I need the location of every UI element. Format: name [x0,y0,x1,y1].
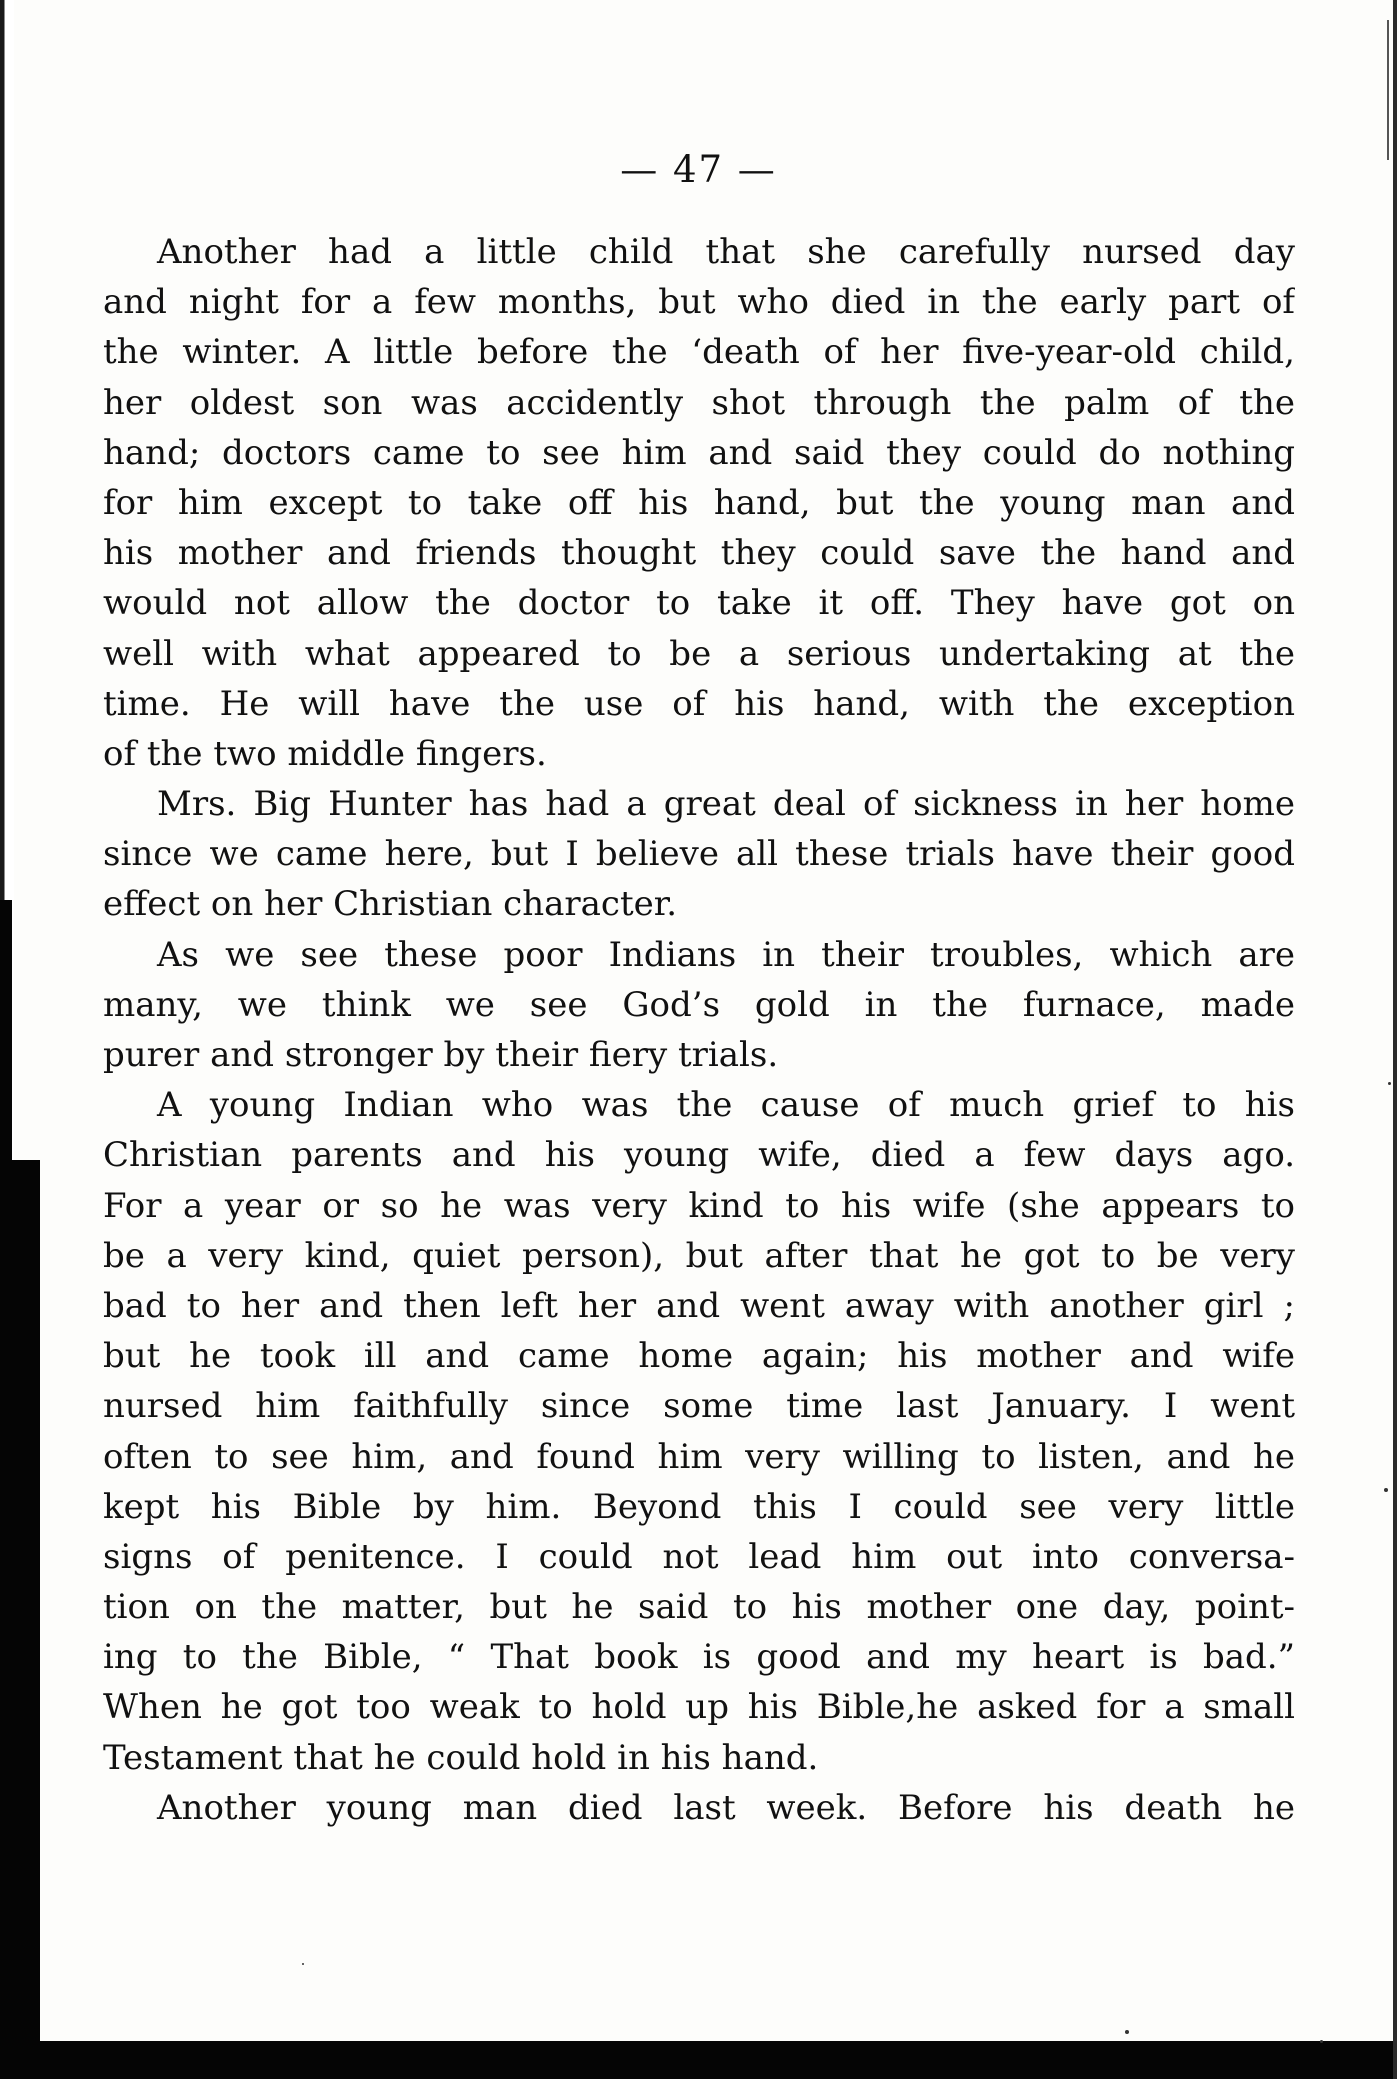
text-line: and night for a few months, but who died in the early part of [103,282,1295,323]
text-line: well with what appeared to be a serious undertaking at the [103,633,1295,674]
page-left-binding-shadow [0,1160,40,2079]
text-line: Christian parents and his young wife, died a few days ago. [103,1135,1295,1176]
text-line: As we see these poor Indians in their troubles, which are [157,934,1295,975]
text-line: Mrs. Big Hunter has had a great deal of sickness in her home [157,784,1295,825]
body-text [103,227,1295,1833]
text-line: but he took ill and came home again; his mother and wife [103,1336,1295,1377]
text-line: her oldest son was accidently shot through the palm of the [103,382,1295,423]
text-line: would not allow the doctor to take it off. They have got on [103,583,1295,624]
text-line: purer and stronger by their fiery trials. [103,1035,779,1075]
text-line: since we came here, but I believe all these trials have their good [103,834,1295,875]
page-number: — 47 — [620,148,777,191]
text-line: kept his Bible by him. Beyond this I could see very little [103,1486,1295,1527]
text-line: be a very kind, quiet person), but after that he got to be very [103,1235,1295,1276]
text-line: A young Indian who was the cause of much grief to his [157,1085,1295,1126]
text-line: ing to the Bible, “ That book is good and my heart is bad.” [103,1637,1295,1678]
page-left-shadow [0,900,12,1160]
text-line: effect on her Christian character. [103,884,678,925]
text-line: When he got too weak to hold up his Bible,he asked for a small [103,1687,1295,1728]
scan-speck [1388,1082,1391,1085]
text-line: signs of penitence. I could not lead him out into conversa- [103,1536,1295,1577]
text-line: Testament that he could hold in his hand. [103,1737,819,1778]
page-bottom-edge [0,2041,1397,2079]
page-right-mark [1387,20,1389,160]
text-line: his mother and friends thought they could save the hand and [103,533,1295,574]
text-line: bad to her and then left her and went away with another girl ; [103,1285,1295,1326]
text-line: many, we think we see God’s gold in the furnace, made [103,984,1295,1025]
scan-speck [1384,1488,1388,1492]
text-line: For a year or so he was very kind to his wife (she appears to [103,1185,1295,1226]
text-line: Another had a little child that she carefully nursed day [157,232,1295,272]
text-line: for him except to take off his hand, but the young man and [103,482,1295,523]
scan-speck [1125,2030,1129,2034]
text-line: hand; doctors came to see him and said they could do nothing [103,432,1295,473]
text-line: the winter. A little before the ‘death of her five-year-old child, [103,332,1295,373]
text-line: nursed him faithfully since some time last January. I went [103,1386,1295,1427]
text-line: often to see him, and found him very willing to listen, and he [103,1436,1295,1477]
page-right-edge [1393,0,1397,2079]
text-line: Another young man died last week. Before his death he [157,1787,1295,1828]
text-line: time. He will have the use of his hand, with the exception [103,683,1295,724]
scan-speck [302,1963,304,1965]
text-line: tion on the matter, but he said to his mother one day, point- [103,1587,1295,1628]
text-line: of the two middle fingers. [103,733,547,774]
scan-speck [1320,2040,1323,2043]
